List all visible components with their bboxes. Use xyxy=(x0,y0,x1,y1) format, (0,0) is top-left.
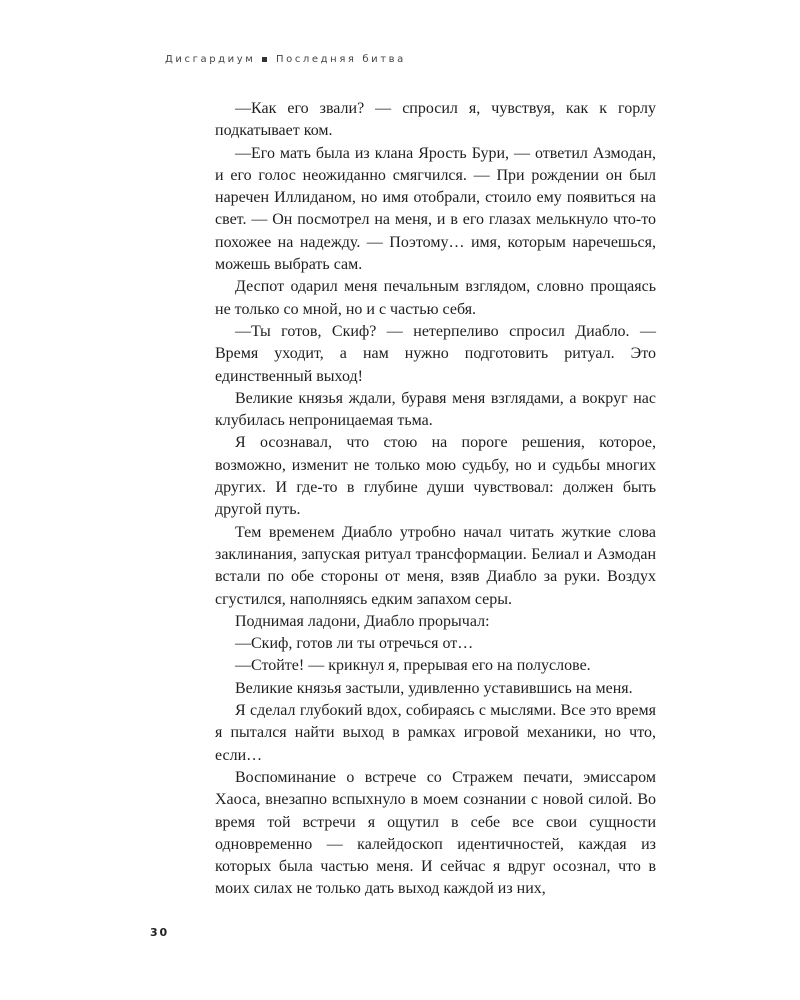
page-number: 30 xyxy=(150,926,169,939)
paragraph: —Стойте! — крикнул я, прерывая его на полуслове. xyxy=(235,657,591,675)
paragraph: Великие князья застыли, удивленно уставившись на меня. xyxy=(235,679,633,697)
header-book-title: Последняя битва xyxy=(275,54,406,65)
paragraph: —Как его звали? — спросил я, чувствуя, как к горлу подкатывает ком. xyxy=(215,100,656,140)
header-book-name: Дисгардиум xyxy=(165,54,256,65)
paragraph: —Ты готов, Скиф? — нетерпеливо спросил Диабло. — Время уходит, а нам нужно подготовить ритуал. Это единственный выход! xyxy=(215,322,656,385)
header-separator-square xyxy=(262,57,267,62)
paragraph: Великие князья ждали, буравя меня взглядами, а вокруг нас клубилась непроницаемая тьма. xyxy=(215,389,656,430)
body-text xyxy=(215,98,656,901)
running-header xyxy=(165,54,406,65)
paragraph: Я сделал глубокий вдох, собираясь с мыслями. Все это время я пытался найти выход в рамках игровой механики, но что, если… xyxy=(215,702,656,764)
paragraph: Деспот одарил меня печальным взглядом, словно прощаясь не только со мной, но и с частью себя. xyxy=(215,278,656,318)
paragraph: —Его мать была из клана Ярость Бури, — ответил Азмодан, и его голос неожиданно смягчился. — При рождении он был наречен Иллиданом, но имя отобрали, стоило ему появиться на свет. — Он посмотрел на меня, и в его глазах мелькнуло что-то похожее на надежду. — Поэтому… имя, которым наречешься, можешь выбрать сам. xyxy=(215,144,656,274)
paragraph: Тем временем Диабло утробно начал читать жуткие слова заклинания, запуская ритуал трансформации. Белиал и Азмодан встали по обе стороны от меня, взяв Диабло за руки. Воздух сгустился, наполняясь едким запахом серы. xyxy=(215,523,656,608)
paragraph: Поднимая ладони, Диабло прорычал: xyxy=(235,612,490,630)
paragraph: Воспоминание о встрече со Стражем печати, эмиссаром Хаоса, внезапно вспыхнуло в моем сознании с новой силой. Во время той встречи я ощутил в себе все свои сущности одновременно — калейдоскоп идентичностей, каждая из которых была частью меня. И сейчас я вдруг осознал, что в моих силах не только дать выход каждой из них, xyxy=(215,768,656,898)
paragraph: Я осознавал, что стою на пороге решения, которое, возможно, изменит не только мою судьбу, но и судьбы многих других. И где-то в глубине души чувствовал: должен быть другой путь. xyxy=(215,434,656,519)
paragraph: —Скиф, готов ли ты отречься от… xyxy=(235,635,474,653)
